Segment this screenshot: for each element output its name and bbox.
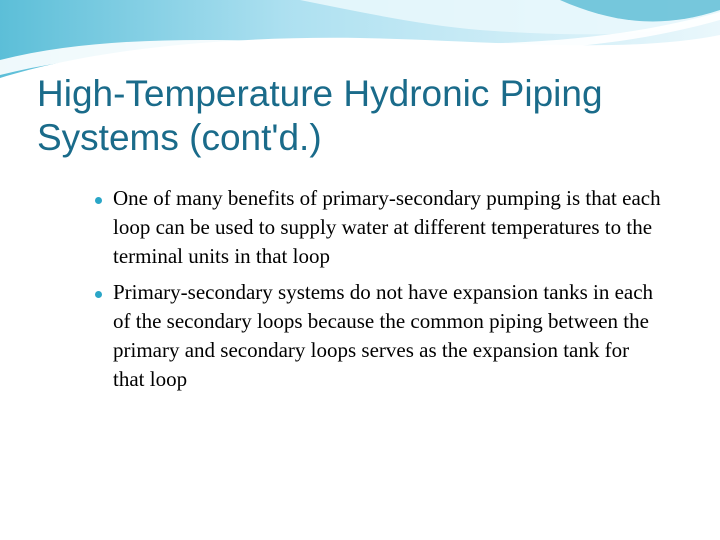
bullet-text: Primary-secondary systems do not have expansion tanks in each of the secondary loops because the common piping between the primary and secondary loops serves as the expansion tank for that loop <box>113 280 654 391</box>
bullet-list <box>95 184 665 401</box>
bullet-text: One of many benefits of primary-secondary pumping is that each loop can be used to supply water at different temperatures to the terminal units in that loop <box>113 186 661 268</box>
slide-title-line-1: High-Temperature Hydronic Piping <box>37 73 603 114</box>
bullet-item <box>95 278 665 394</box>
bullet-dot-icon <box>95 197 102 204</box>
slide-title <box>37 72 697 160</box>
slide-title-line-2: Systems (cont'd.) <box>37 117 322 158</box>
bullet-item <box>95 184 665 271</box>
bullet-dot-icon <box>95 291 102 298</box>
